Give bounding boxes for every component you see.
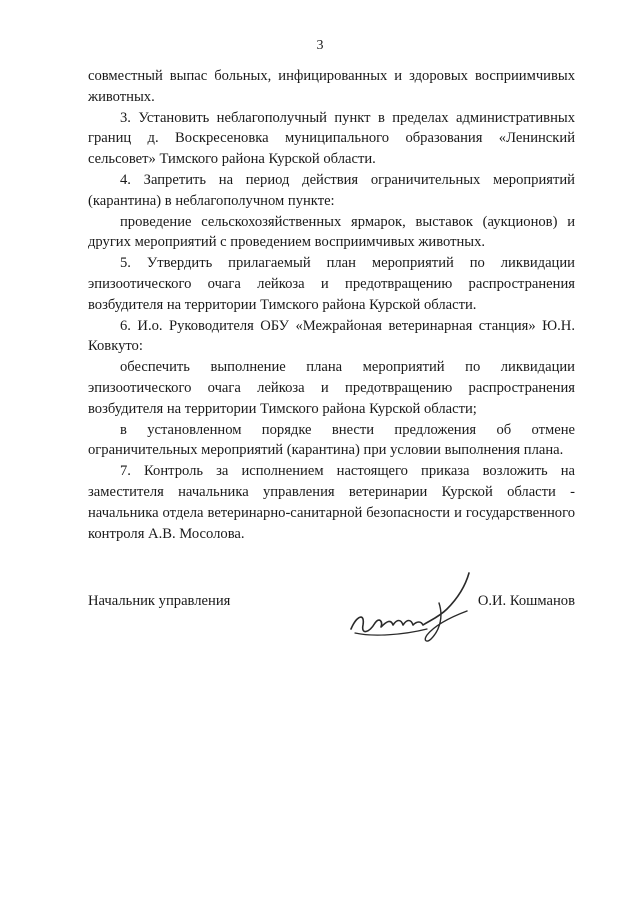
signature-block — [88, 593, 575, 653]
paragraph-item-4-sub: проведение сельскохозяйственных ярмарок, выставок (аукционов) и других мероприятий с проведением восприимчивых животных. — [88, 213, 575, 251]
paragraph-item-7: 7. Контроль за исполнением настоящего приказа возложить на заместителя начальника управления ветеринарии Курской области - начальника отдела ветеринарно-санитарной безопасности и государственного контроля А.В. Мосолова. — [88, 463, 575, 542]
document-body — [88, 66, 575, 544]
paragraph-continuation: совместный выпас больных, инфицированных и здоровых восприимчивых животных. — [88, 68, 575, 105]
paragraph-item-6-sub-1: обеспечить выполнение плана мероприятий по ликвидации эпизоотического очага лейкоза и предотвращению распространения возбудителя на территории Тимского района Курской области; — [88, 359, 575, 417]
paragraph-item-5: 5. Утвердить прилагаемый план мероприятий по ликвидации эпизоотического очага лейкоза и предотвращению распространения возбудителя на территории Тимского района Курской области. — [88, 255, 575, 313]
paragraph-item-4: 4. Запретить на период действия ограничительных мероприятий (карантина) в неблагополучном пункте: — [88, 171, 575, 209]
signatory-title: Начальник управления — [88, 593, 231, 609]
paragraph-item-3: 3. Установить неблагополучный пункт в пределах административных границ д. Воскресеновка муниципального образования «Ленинский сельсовет» Тимского района Курской области. — [88, 109, 575, 168]
page-number: 3 — [316, 38, 324, 53]
signatory-name: О.И. Кошманов — [477, 593, 575, 609]
handwritten-signature — [343, 563, 493, 645]
paragraph-item-6: 6. И.о. Руководителя ОБУ «Межрайоная ветеринарная станция» Ю.Н. Ковкуто: — [88, 317, 575, 355]
paragraph-item-6-sub-2: в установленном порядке внести предложения об отмене ограничительных мероприятий (карантина) при условии выполнения плана. — [88, 421, 575, 459]
